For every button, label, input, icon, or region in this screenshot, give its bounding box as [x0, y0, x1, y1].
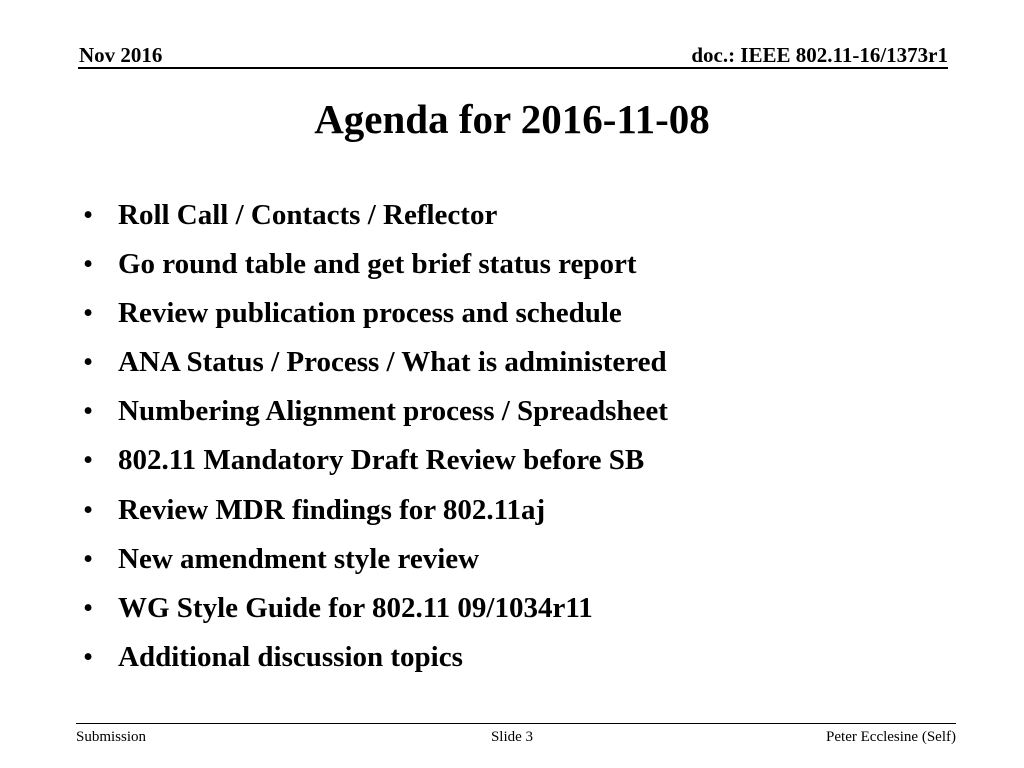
- bullet-icon: •: [83, 395, 94, 428]
- header-doc-id: doc.: IEEE 802.11-16/1373r1: [691, 43, 948, 67]
- footer-divider: [76, 723, 956, 724]
- footer-submission: Submission: [76, 729, 147, 745]
- agenda-item-text: ANA Status / Process / What is administered: [118, 346, 667, 379]
- agenda-item-text: Review MDR findings for 802.11aj: [118, 493, 546, 526]
- agenda-item-text: Review publication process and schedule: [118, 297, 622, 330]
- agenda-item-text: Go round table and get brief status report: [118, 248, 637, 281]
- bullet-icon: •: [83, 297, 94, 330]
- bullet-icon: •: [83, 199, 94, 231]
- bullet-icon: •: [83, 248, 94, 281]
- agenda-item-text: New amendment style review: [118, 542, 480, 575]
- agenda-item-text: Numbering Alignment process / Spreadsheet: [118, 395, 668, 428]
- agenda-item-text: 802.11 Mandatory Draft Review before SB: [118, 444, 645, 477]
- agenda-item-text: Additional discussion topics: [118, 640, 463, 673]
- header-date: Nov 2016: [79, 43, 163, 67]
- bullet-icon: •: [83, 640, 94, 673]
- agenda-item-text: WG Style Guide for 802.11 09/1034r11: [118, 591, 593, 624]
- agenda-item-text: Roll Call / Contacts / Reflector: [118, 199, 498, 231]
- bullet-icon: •: [83, 346, 94, 379]
- slide-title: Agenda for 2016-11-08: [314, 96, 710, 142]
- footer-author: Peter Ecclesine (Self): [826, 729, 956, 745]
- bullet-icon: •: [83, 542, 94, 575]
- bullet-icon: •: [83, 591, 94, 624]
- header-divider: [78, 67, 948, 69]
- bullet-icon: •: [83, 444, 94, 477]
- footer-slide-number: Slide 3: [490, 729, 534, 745]
- bullet-icon: •: [83, 493, 94, 526]
